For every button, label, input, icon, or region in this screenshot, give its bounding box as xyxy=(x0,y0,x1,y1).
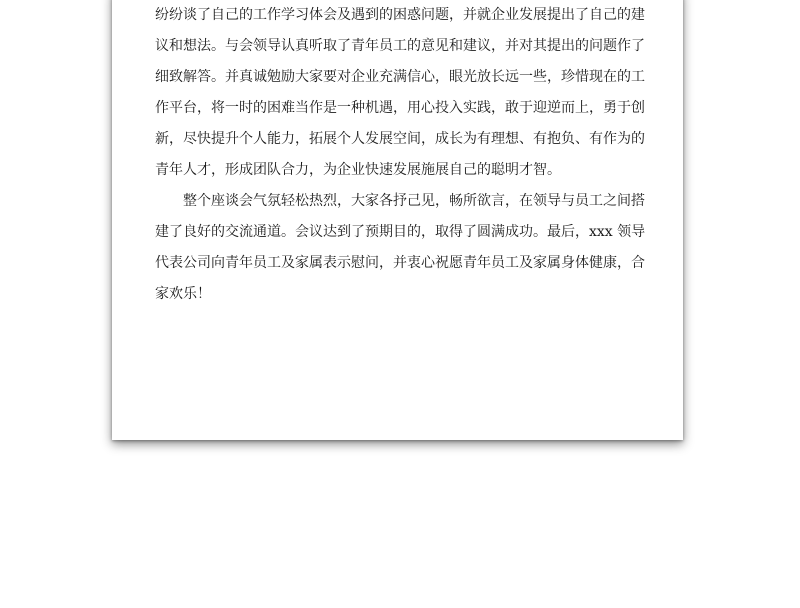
text-line: 建了良好的交流通道。会议达到了预期目的，取得了圆满成功。最后，xxx 领导 xyxy=(155,224,646,240)
document-page xyxy=(112,0,683,440)
text-line: 议和想法。与会领导认真听取了青年员工的意见和建议，并对其提出的问题作了 xyxy=(155,38,645,54)
text-line: 青年人才，形成团队合力，为企业快速发展施展自己的聪明才智。 xyxy=(155,162,561,178)
text-line: 代表公司向青年员工及家属表示慰问，并衷心祝愿青年员工及家属身体健康，合 xyxy=(155,255,645,271)
text-line: 纷纷谈了自己的工作学习体会及遇到的困惑问题，并就企业发展提出了自己的建 xyxy=(155,7,645,23)
text-line: 细致解答。并真诚勉励大家要对企业充满信心，眼光放长远一些，珍惜现在的工 xyxy=(155,69,645,85)
text-line: 家欢乐！ xyxy=(155,286,211,302)
document-body xyxy=(155,0,656,310)
text-line: 新，尽快提升个人能力，拓展个人发展空间，成长为有理想、有抱负、有作为的 xyxy=(155,131,645,147)
text-line: 作平台，将一时的困难当作是一种机遇，用心投入实践，敢于迎逆而上，勇于创 xyxy=(155,100,645,116)
paragraph-2 xyxy=(155,186,656,310)
text-line: 整个座谈会气氛轻松热烈，大家各抒己见，畅所欲言，在领导与员工之间搭 xyxy=(183,193,645,209)
paragraph-1 xyxy=(155,0,656,186)
